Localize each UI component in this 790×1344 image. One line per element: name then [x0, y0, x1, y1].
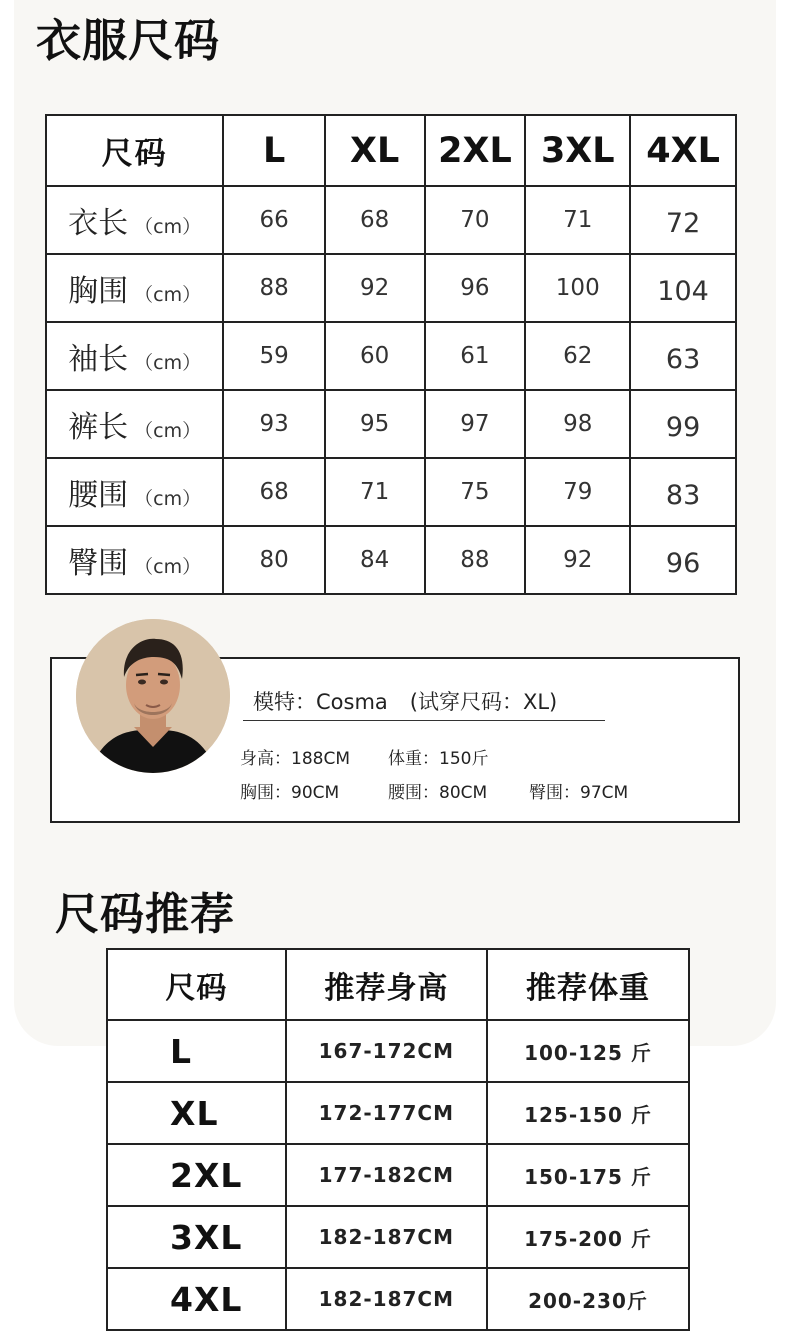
weight-cell: 175-200 斤: [487, 1206, 689, 1268]
model-weight: 体重：150斤: [388, 749, 489, 769]
weight-cell: 200-230斤: [487, 1268, 689, 1330]
unit-label: （cm）: [134, 352, 202, 374]
size-chart-table: [45, 114, 737, 595]
unit-label: （cm）: [134, 420, 202, 442]
table-cell: 68: [223, 458, 325, 526]
table-cell: 68: [325, 186, 425, 254]
table-cell: 72: [630, 186, 736, 254]
table-row: [46, 322, 736, 390]
table-cell: 96: [630, 526, 736, 594]
table-cell: 93: [223, 390, 325, 458]
size-header-row: [46, 115, 736, 186]
table-cell: 92: [325, 254, 425, 322]
table-row: [46, 390, 736, 458]
weight-cell: 125-150 斤: [487, 1082, 689, 1144]
row-label: [46, 186, 223, 254]
model-hip: 臀围：97CM: [529, 783, 629, 803]
table-row: [107, 1020, 689, 1082]
row-label: [46, 254, 223, 322]
model-chest: 胸围：90CM: [240, 783, 340, 803]
table-row: [107, 1206, 689, 1268]
table-cell: 62: [525, 322, 630, 390]
col-header: 推荐体重: [487, 949, 689, 1020]
row-label: [46, 390, 223, 458]
height-cell: 182-187CM: [286, 1206, 487, 1268]
table-row: [46, 526, 736, 594]
model-name: 模特：Cosma: [253, 690, 388, 714]
table-cell: 95: [325, 390, 425, 458]
size-cell: 2XL: [107, 1144, 286, 1206]
table-cell: 66: [223, 186, 325, 254]
table-cell: 92: [525, 526, 630, 594]
unit-label: （cm）: [134, 488, 202, 510]
size-cell: 3XL: [107, 1206, 286, 1268]
page-title: 衣服尺码: [36, 14, 221, 67]
table-cell: 96: [425, 254, 526, 322]
table-cell: 63: [630, 322, 736, 390]
weight-cell: 100-125 斤: [487, 1020, 689, 1082]
table-cell: 71: [525, 186, 630, 254]
model-portrait-image: [76, 619, 230, 773]
measure-name: 衣长: [68, 206, 129, 241]
size-cell: XL: [107, 1082, 286, 1144]
unit-label: （cm）: [134, 216, 202, 238]
measure-name: 腰围: [68, 478, 129, 513]
model-tried-size: (试穿尺码：XL): [409, 690, 558, 714]
table-cell: 59: [223, 322, 325, 390]
height-cell: 167-172CM: [286, 1020, 487, 1082]
size-col-header: 2XL: [425, 115, 526, 186]
size-col-header: 4XL: [630, 115, 736, 186]
measure-name: 胸围: [68, 274, 129, 309]
table-cell: 104: [630, 254, 736, 322]
size-header-label: 尺码: [46, 115, 223, 186]
table-cell: 79: [525, 458, 630, 526]
table-row: [46, 254, 736, 322]
recommend-header-row: [107, 949, 689, 1020]
col-header: 尺码: [107, 949, 286, 1020]
weight-cell: 150-175 斤: [487, 1144, 689, 1206]
table-cell: 80: [223, 526, 325, 594]
table-cell: 97: [425, 390, 526, 458]
size-recommend-table: [106, 948, 690, 1331]
size-col-header: L: [223, 115, 325, 186]
height-cell: 182-187CM: [286, 1268, 487, 1330]
model-avatar: [76, 619, 230, 773]
table-cell: 98: [525, 390, 630, 458]
table-cell: 88: [223, 254, 325, 322]
model-height: 身高：188CM: [240, 749, 350, 769]
table-row: [46, 458, 736, 526]
table-cell: 71: [325, 458, 425, 526]
table-cell: 70: [425, 186, 526, 254]
recommend-title: 尺码推荐: [55, 889, 235, 940]
size-col-header: 3XL: [525, 115, 630, 186]
table-row: [107, 1144, 689, 1206]
table-cell: 100: [525, 254, 630, 322]
col-header: 推荐身高: [286, 949, 487, 1020]
unit-label: （cm）: [134, 556, 202, 578]
row-label: [46, 526, 223, 594]
table-cell: 99: [630, 390, 736, 458]
size-cell: 4XL: [107, 1268, 286, 1330]
table-cell: 88: [425, 526, 526, 594]
row-label: [46, 322, 223, 390]
table-cell: 84: [325, 526, 425, 594]
measure-name: 裤长: [68, 410, 129, 445]
table-cell: 75: [425, 458, 526, 526]
row-label: [46, 458, 223, 526]
table-cell: 60: [325, 322, 425, 390]
model-name-line: [243, 683, 605, 721]
height-cell: 172-177CM: [286, 1082, 487, 1144]
table-row: [107, 1268, 689, 1330]
table-cell: 83: [630, 458, 736, 526]
size-col-header: XL: [325, 115, 425, 186]
size-cell: L: [107, 1020, 286, 1082]
unit-label: （cm）: [134, 284, 202, 306]
height-cell: 177-182CM: [286, 1144, 487, 1206]
table-cell: 61: [425, 322, 526, 390]
measure-name: 袖长: [68, 342, 129, 377]
model-waist: 腰围：80CM: [388, 783, 488, 803]
measure-name: 臀围: [68, 546, 129, 581]
table-row: [107, 1082, 689, 1144]
table-row: [46, 186, 736, 254]
